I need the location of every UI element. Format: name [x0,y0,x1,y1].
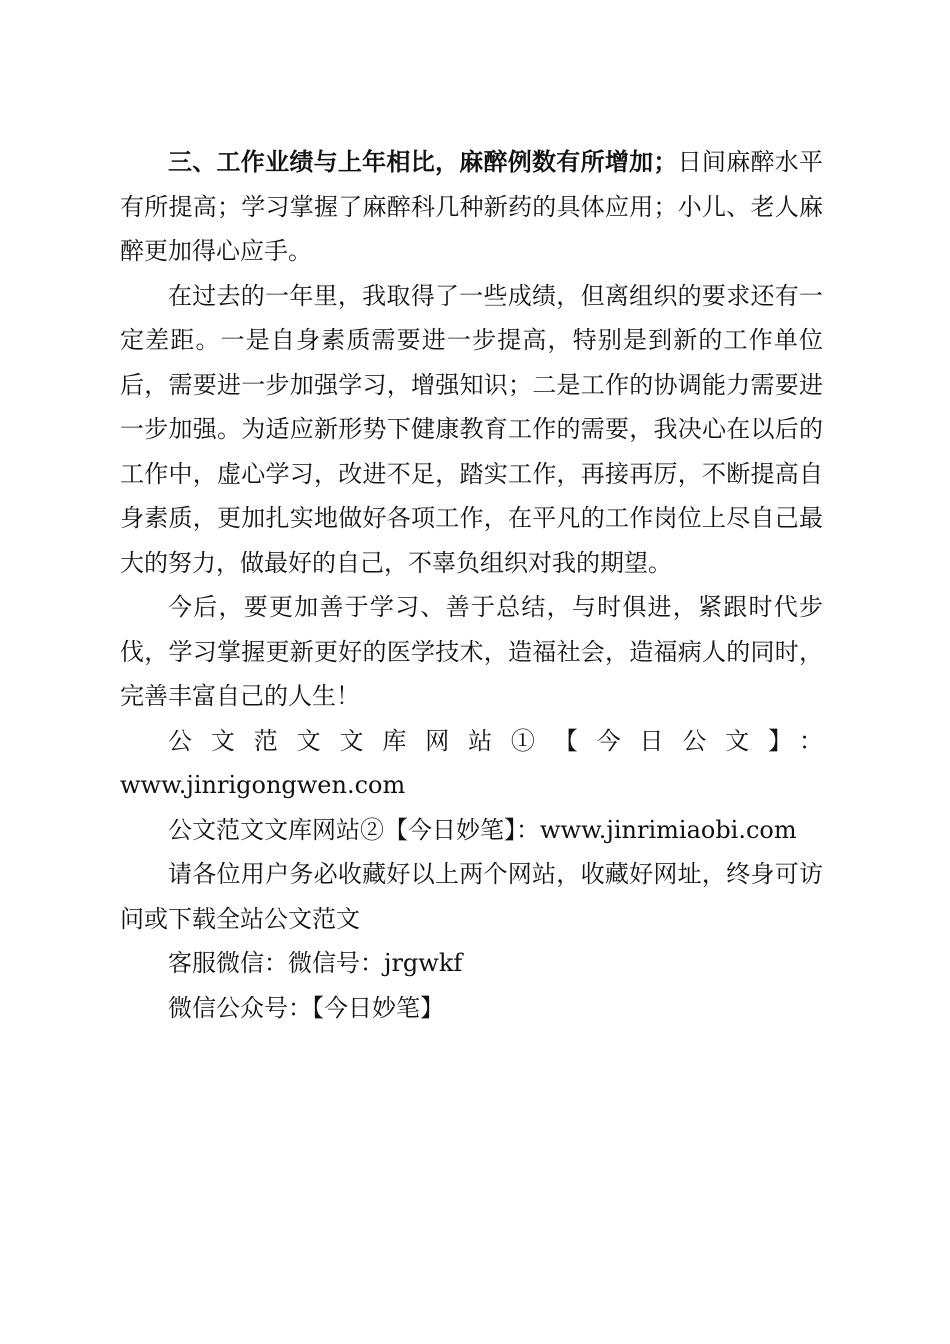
footer-site1-url: www.jinrigongwen.com [120,771,406,799]
footer-service-wechat: 客服微信：微信号：jrgwkf [168,949,463,977]
footer-official-account: 微信公众号：【今日妙笔】 [168,993,444,1022]
section-3-heading: 三、工作业绩与上年相比，麻醉例数有所增加； [168,148,678,176]
section-3-paragraph [120,140,823,274]
section-3-text: 日间麻醉水平有所提高；学习掌握了麻醉科几种新药的具体应用；小儿、老人麻醉更加得心应手。 [120,148,824,265]
footer-notice: 请各位用户务必收藏好以上两个网站，收藏好网址，终身可访问或下载全站公文范文 [120,860,823,933]
paragraph-shortcomings: 在过去的一年里，我取得了一些成绩，但离组织的要求还有一定差距。一是自身素质需要进一步提高，特别是到新的工作单位后，需要进一步加强学习，增强知识；二是工作的协调能力需要进一步加强。为适应新形势下健康教育工作的需要，我决心在以后的工作中，虚心学习，改进不足，踏实工作，再接再厉，不断提高自身素质，更加扎实地做好各项工作，在平凡的工作岗位上尽自己最大的努力，做最好的自己，不辜负组织对我的期望。 [120,281,823,577]
footer-site1-label: 公文范文文库网站①【今日公文】： [168,726,823,755]
document-body [120,140,823,1030]
paragraph-future: 今后，要更加善于学习、善于总结，与时俱进，紧跟时代步伐，学习掌握更新更好的医学技术，造福社会，造福病人的同时，完善丰富自己的人生！ [120,593,823,710]
footer-site2: 公文范文文库网站②【今日妙笔】：www.jinrimiaobi.com [168,815,797,844]
